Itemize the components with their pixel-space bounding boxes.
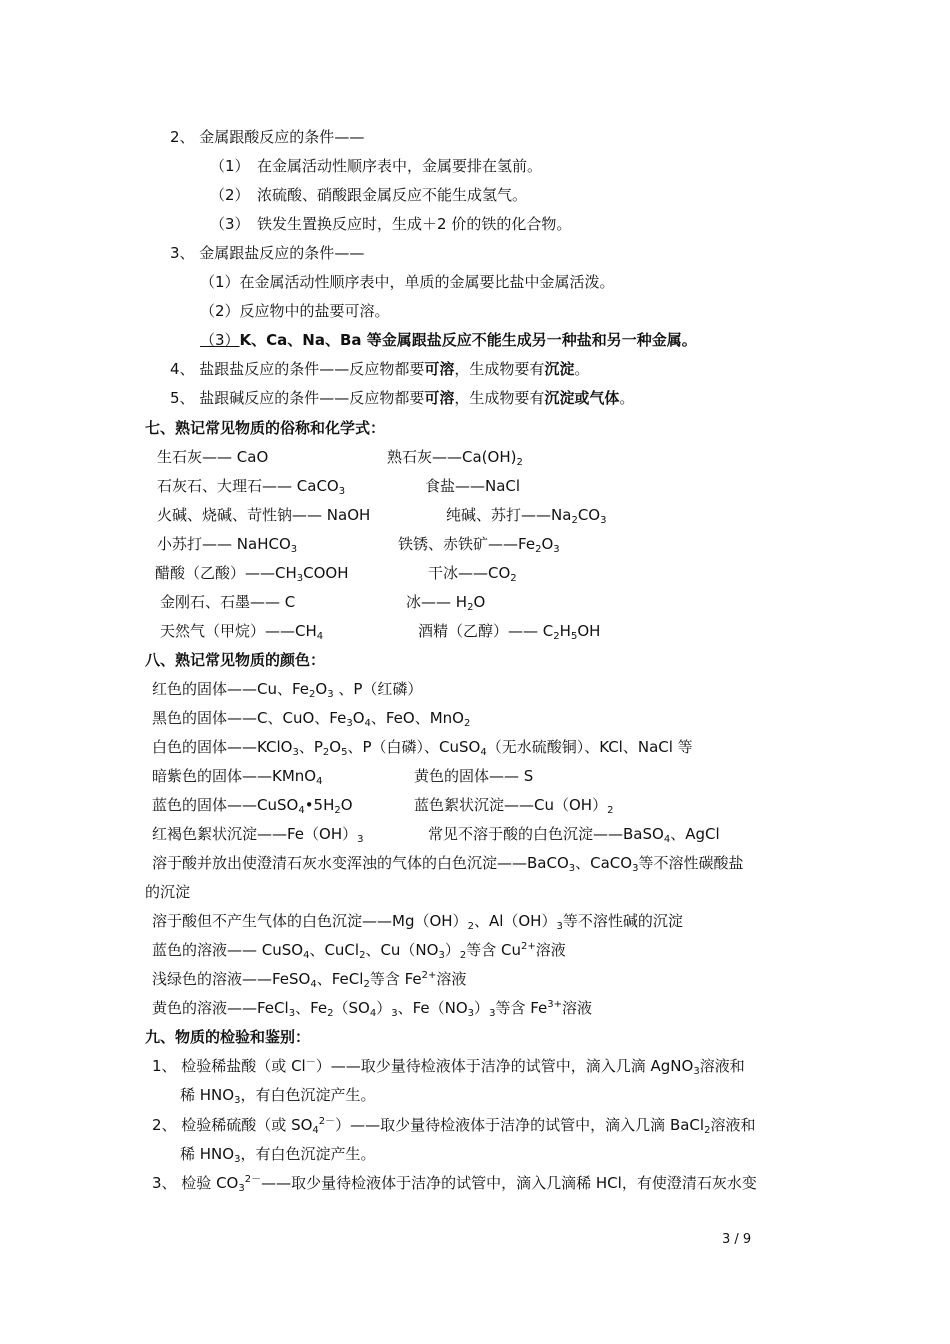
subscript: 3	[288, 1008, 296, 1019]
subscript: 2	[516, 457, 523, 468]
formula: O	[473, 593, 486, 611]
color-line-yellow-solid: 黄色的固体—— S	[414, 767, 534, 785]
subscript: 4	[663, 834, 671, 845]
subscript: 2	[334, 805, 341, 816]
text: 等不溶性碳酸盐	[638, 854, 744, 872]
superscript: 2－	[318, 1116, 336, 1127]
formula: NaOH	[326, 506, 371, 524]
formula: C	[284, 593, 296, 611]
subscript: 2	[607, 805, 614, 816]
common-name: 火碱、烧碱、苛性钠——	[157, 506, 323, 524]
common-name-row-5-right	[428, 563, 517, 583]
condition-item-2: 2、 金属跟酸反应的条件——	[170, 128, 365, 146]
text: O	[329, 738, 342, 756]
common-name-row-7-right	[418, 621, 600, 641]
common-name: 醋酸（乙酸）——	[155, 564, 276, 582]
text: 。	[619, 389, 635, 407]
emphasis: 沉淀或气体	[544, 389, 620, 407]
text: O	[315, 680, 328, 698]
subscript: 4	[310, 979, 317, 990]
superscript: 2－	[244, 1174, 262, 1185]
subscript: 3	[296, 573, 304, 584]
condition-item-3-sub-1: （1）在金属活动性顺序表中，单质的金属要比盐中金属活泼。	[200, 273, 615, 291]
subscript: 3	[346, 718, 353, 729]
subscript: 4	[369, 1008, 377, 1019]
text: 溶液和	[710, 1116, 756, 1134]
subscript: 4	[298, 805, 305, 816]
text: ，有白色沉淀产生。	[240, 1145, 376, 1163]
common-name: 冰——	[406, 593, 452, 611]
common-name: 铁锈、赤铁矿——	[398, 535, 519, 553]
formula: H	[455, 593, 468, 611]
text: 红褐色絮状沉淀——Fe（OH）	[152, 825, 358, 843]
color-line-light-green-solution	[152, 969, 466, 989]
text: 2、 检验稀硫酸（或 SO	[152, 1116, 313, 1134]
text: （无水硫酸铜）、KCl、NaCl 等	[486, 738, 693, 756]
emphasis: 沉淀	[544, 360, 575, 378]
subscript: 4	[312, 1125, 319, 1136]
subscript: 2	[510, 573, 517, 584]
condition-item-5	[170, 388, 634, 408]
subscript: 4	[364, 718, 371, 729]
text: 、FeCl	[316, 970, 364, 988]
text: 。	[574, 360, 590, 378]
text: 5、 盐跟碱反应的条件——反应物都要	[170, 389, 425, 407]
color-line-carbonate-precipitate	[152, 853, 743, 873]
color-line-white-solid	[152, 737, 693, 757]
text: 蓝色的固体——CuSO	[152, 796, 299, 814]
text: 黄色的溶液——FeCl	[152, 999, 289, 1017]
formula: CaO	[236, 448, 269, 466]
formula: O	[541, 535, 554, 553]
text: 4、 盐跟盐反应的条件——反应物都要	[170, 360, 425, 378]
subscript: 3	[234, 1095, 241, 1106]
subscript: 5	[341, 747, 348, 758]
color-line-black-solid	[152, 708, 470, 728]
subscript: 4	[303, 950, 310, 961]
subscript: 3	[338, 486, 346, 497]
condition-item-4	[170, 359, 589, 379]
subscript: 3	[290, 544, 298, 555]
common-name-row-3-left	[157, 505, 370, 525]
subscript: 3	[357, 834, 364, 845]
text: 红色的固体——Cu、Fe	[152, 680, 310, 698]
subscript: 4	[480, 747, 487, 758]
formula: OH	[577, 622, 601, 640]
common-name: 食盐——	[425, 477, 486, 495]
text: O	[340, 796, 353, 814]
text: 溶于酸但不产生气体的白色沉淀——Mg（OH）	[152, 912, 468, 930]
common-name: 干冰——	[428, 564, 489, 582]
subscript: 3	[632, 863, 639, 874]
test-item-1-continued	[180, 1085, 375, 1105]
condition-item-2-sub-3: （3） 铁发生置换反应时，生成＋2 价的铁的化合物。	[210, 215, 572, 233]
formula: NaCl	[485, 477, 521, 495]
formula: NaHCO	[236, 535, 291, 553]
text: （SO	[333, 999, 370, 1017]
formula: CO	[577, 506, 601, 524]
emphasis: 可溶	[424, 389, 455, 407]
common-name-row-2-right	[425, 476, 520, 496]
test-item-3	[152, 1173, 757, 1193]
text: 溶液和	[699, 1057, 745, 1075]
condition-item-3-sub-3	[200, 330, 697, 350]
subscript: 3	[600, 515, 607, 526]
common-name: 石灰石、大理石——	[157, 477, 293, 495]
subscript: 2	[467, 602, 474, 613]
section-7-heading: 七、熟记常见物质的俗称和化学式：	[145, 419, 386, 437]
text: 等含 Cu	[466, 941, 521, 959]
subscript: 4	[316, 631, 324, 642]
condition-item-3: 3、 金属跟盐反应的条件——	[170, 244, 365, 262]
text: ）——取少量待检液体于洁净的试管中，滴入几滴 BaCl	[335, 1116, 705, 1134]
subscript: 2	[459, 950, 467, 961]
text: ）——取少量待检液体于洁净的试管中，滴入几滴 AgNO	[315, 1057, 694, 1075]
subscript: 2	[571, 515, 578, 526]
text: 溶液	[562, 999, 593, 1017]
subscript: 2	[463, 718, 471, 729]
subscript: 2	[704, 1125, 711, 1136]
common-name: 生石灰——	[157, 448, 233, 466]
bold-statement: K、Ca、Na、Ba 等金属跟盐反应不能生成另一种盐和另一种金属。	[239, 331, 697, 349]
text: 、Fe（NO	[397, 999, 468, 1017]
text: 、FeO、MnO	[370, 709, 464, 727]
common-name: 天然气（甲烷）——	[160, 622, 296, 640]
text: ——取少量待检液体于洁净的试管中，滴入几滴稀 HCl，有使澄清石灰水变	[261, 1174, 757, 1192]
formula: CaCO	[296, 477, 339, 495]
condition-item-3-sub-2: （2）反应物中的盐要可溶。	[200, 302, 390, 320]
formula: H	[559, 622, 571, 640]
text: 等不溶性碱的沉淀	[562, 912, 683, 930]
formula: Na	[551, 506, 572, 524]
text: 、P（红磷）	[333, 680, 423, 698]
subscript: 3	[391, 1008, 398, 1019]
text: ，生成物要有	[454, 389, 545, 407]
common-name: 纯碱、苏打——	[446, 506, 552, 524]
subscript: 3	[693, 1066, 700, 1077]
common-name: 酒精（乙醇）——	[418, 622, 539, 640]
text: 蓝色絮状沉淀——Cu（OH）	[414, 796, 608, 814]
subscript: 2	[363, 979, 370, 990]
text: 溶液	[436, 970, 467, 988]
common-name-row-2-left	[157, 476, 345, 496]
text: 黑色的固体——C、CuO、Fe	[152, 709, 347, 727]
subscript: 2	[327, 1008, 334, 1019]
color-line-reddish-brown-precipitate	[152, 824, 364, 844]
text: 、P	[298, 738, 323, 756]
subscript: 5	[570, 631, 578, 642]
superscript: 2+	[421, 970, 437, 981]
formula: CH	[275, 564, 297, 582]
common-name-row-3-right	[446, 505, 606, 525]
color-line-acid-insoluble-white-precipitate	[428, 824, 720, 844]
common-name: 小苏打——	[157, 535, 233, 553]
condition-item-2-sub-1: （1） 在金属活动性顺序表中，金属要排在氢前。	[210, 157, 543, 175]
formula: COOH	[303, 564, 349, 582]
subscript: 3	[327, 689, 334, 700]
subscript: 3	[553, 544, 560, 555]
text: 等含 Fe	[369, 970, 422, 988]
text: 稀 HNO	[180, 1145, 235, 1163]
common-name: 熟石灰——	[387, 448, 463, 466]
text: 蓝色的溶液—— CuSO	[152, 941, 304, 959]
color-line-blue-solution	[152, 940, 566, 960]
subscript: 2	[309, 689, 316, 700]
subscript: 3	[556, 921, 563, 932]
common-name: 金刚石、石墨——	[160, 593, 281, 611]
text: 3、 检验 CO	[152, 1174, 239, 1192]
superscript: 2+	[520, 941, 536, 952]
subscript: 4	[316, 776, 323, 787]
text: 溶液	[535, 941, 566, 959]
subscript: 3	[467, 1008, 475, 1019]
page-number: 3 / 9	[722, 1232, 752, 1247]
formula: CO	[488, 564, 511, 582]
text: •5H	[304, 796, 335, 814]
superscript: 3+	[547, 999, 562, 1010]
text: 、Fe	[295, 999, 328, 1017]
formula: Ca(OH)	[462, 448, 517, 466]
text: 、Cu（NO	[365, 941, 439, 959]
color-line-blue-solid	[152, 795, 353, 815]
common-name-row-7-left	[160, 621, 323, 641]
sub-number: （3）	[200, 331, 240, 349]
subscript: 3	[238, 1183, 245, 1194]
common-name-row-1-right	[387, 447, 523, 467]
subscript: 3	[234, 1154, 241, 1165]
text: 溶于酸并放出使澄清石灰水变浑浊的气体的白色沉淀——BaCO	[152, 854, 569, 872]
text: 等含 Fe	[495, 999, 548, 1017]
text: 稀 HNO	[180, 1086, 235, 1104]
subscript: 2	[359, 950, 366, 961]
test-item-2	[152, 1115, 755, 1135]
text: ，生成物要有	[454, 360, 545, 378]
color-line-purple-solid	[152, 766, 322, 786]
text: 、P（白磷）、CuSO	[347, 738, 481, 756]
text: ）	[474, 999, 490, 1017]
formula: Fe	[518, 535, 536, 553]
color-line-red-solid	[152, 679, 422, 699]
test-item-2-continued	[180, 1144, 375, 1164]
test-item-1	[152, 1056, 745, 1076]
text: 、CuCl	[309, 941, 360, 959]
common-name-row-1-left	[157, 447, 268, 467]
common-name-row-5-left	[155, 563, 349, 583]
color-line-base-precipitate	[152, 911, 683, 931]
text: 、Al（OH）	[473, 912, 557, 930]
subscript: 2	[467, 921, 474, 932]
subscript: 3	[292, 747, 299, 758]
text: 、AgCl	[670, 825, 720, 843]
subscript: 2	[553, 631, 560, 642]
common-name-row-6-left	[160, 592, 295, 612]
color-line-carbonate-precipitate-continued: 的沉淀	[145, 883, 191, 901]
subscript: 2	[535, 544, 542, 555]
formula: CH	[295, 622, 317, 640]
subscript: 2	[322, 747, 330, 758]
section-8-heading: 八、熟记常见物质的颜色：	[145, 651, 326, 669]
emphasis: 可溶	[424, 360, 455, 378]
superscript: －	[305, 1057, 316, 1068]
subscript: 3	[568, 863, 576, 874]
text: 1、 检验稀盐酸（或 Cl	[152, 1057, 306, 1075]
text: 浅绿色的溶液——FeSO	[152, 970, 311, 988]
common-name-row-4-right	[398, 534, 560, 554]
text: ）	[376, 999, 392, 1017]
color-line-blue-precipitate	[414, 795, 613, 815]
text: O	[352, 709, 365, 727]
common-name-row-4-left	[157, 534, 297, 554]
condition-item-2-sub-2: （2） 浓硫酸、硝酸跟金属反应不能生成氢气。	[210, 186, 528, 204]
subscript: 3	[489, 1008, 496, 1019]
common-name-row-6-right	[406, 592, 485, 612]
text: 暗紫色的固体——KMnO	[152, 767, 317, 785]
text: 、CaCO	[575, 854, 633, 872]
text: ，有白色沉淀产生。	[240, 1086, 376, 1104]
color-line-yellow-solution	[152, 998, 592, 1018]
text: 白色的固体——KClO	[152, 738, 293, 756]
text: ）	[444, 941, 460, 959]
section-9-heading: 九、物质的检验和鉴别：	[145, 1028, 311, 1046]
text: 常见不溶于酸的白色沉淀——BaSO	[428, 825, 664, 843]
formula: C	[542, 622, 554, 640]
subscript: 3	[438, 950, 445, 961]
